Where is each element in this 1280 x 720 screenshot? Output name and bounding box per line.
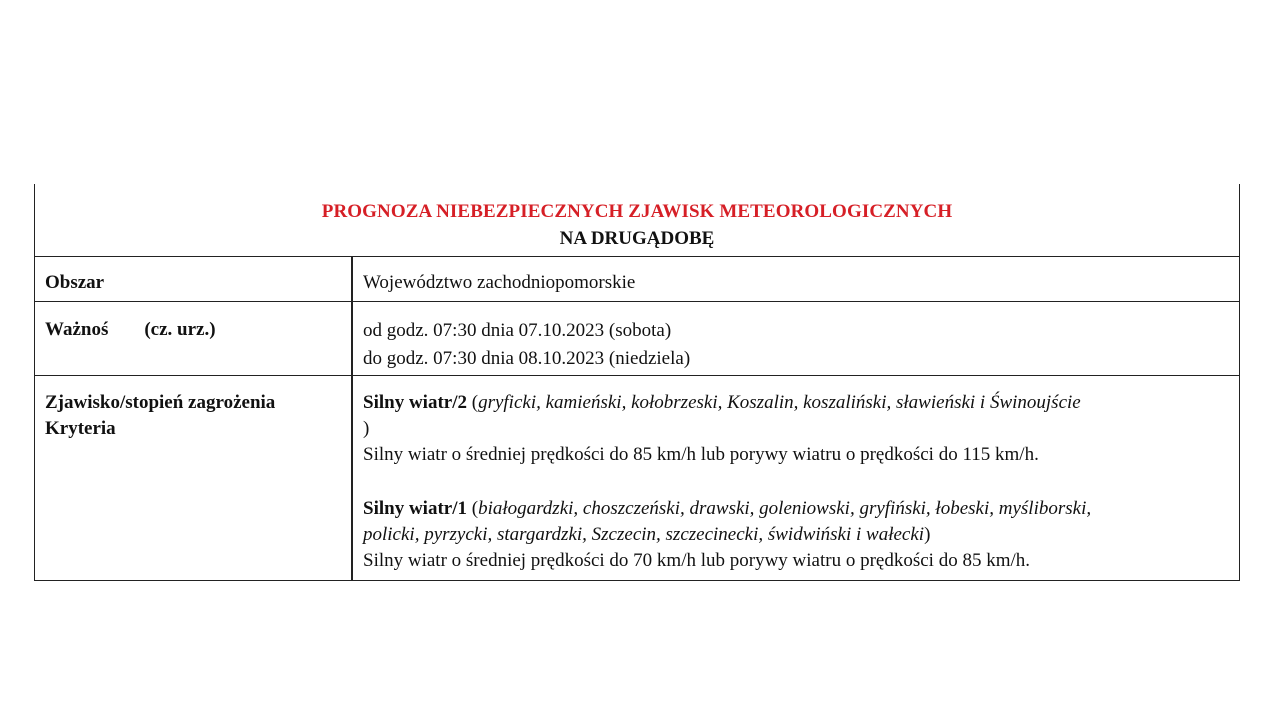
phenomenon-label [45,390,275,442]
warning1-criteria: Silny wiatr o średniej prędkości do 70 km/h lub porywy wiatru o prędkości do 85 km/h. [363,550,1031,571]
validity-label-main: Ważnoś [45,319,109,340]
warning2-title: Silny wiatr/2 [363,392,467,413]
row-area [35,256,1239,302]
warning1-regions-line2-row [363,522,1233,548]
warning1-heading [363,496,1233,522]
warning2-heading [363,390,1233,416]
phenomenon-value [363,390,1233,574]
warning1-regions-line1: białogardzki, choszczeński, drawski, goleniowski, gryfiński, łobeski, myśliborski, [478,498,1092,519]
document-subtitle: NA DRUGĄDOBĘ [559,228,715,249]
document-title: PROGNOZA NIEBEZPIECZNYCH ZJAWISK METEOROLOGICZNYCH [321,201,953,222]
warning2-open-paren: ( [466,392,479,413]
validity-value [363,317,690,373]
document-header [35,184,1239,257]
area-label: Obszar [45,272,105,293]
warning1-open-paren: ( [466,498,479,519]
phenomenon-label-line1: Zjawisko/stopień zagrożenia [45,392,276,413]
warning1-regions-line2: policki, pyrzycki, stargardzki, Szczecin, szczecinecki, świdwiński i wałecki [363,524,925,545]
warning2-criteria: Silny wiatr o średniej prędkości do 85 km/h lub porywy wiatru o prędkości do 115 km/h. [363,444,1039,465]
warning2-close-paren: ) [363,418,370,439]
validity-label [45,317,216,343]
warning2-regions: gryficki, kamieński, kołobrzeski, Koszalin, koszaliński, sławieński i Świnoujście [478,392,1081,413]
warning-document [34,184,1240,581]
column-divider [351,256,353,581]
phenomenon-label-line2: Kryteria [45,418,116,439]
warning1-title: Silny wiatr/1 [363,498,467,519]
validity-label-unit: (cz. urz.) [144,319,216,340]
area-value: Województwo zachodniopomorskie [363,272,636,293]
warning1-close-paren: ) [924,524,931,545]
validity-to: do godz. 07:30 dnia 08.10.2023 (niedziela) [363,348,691,369]
validity-from: od godz. 07:30 dnia 07.10.2023 (sobota) [363,320,672,341]
